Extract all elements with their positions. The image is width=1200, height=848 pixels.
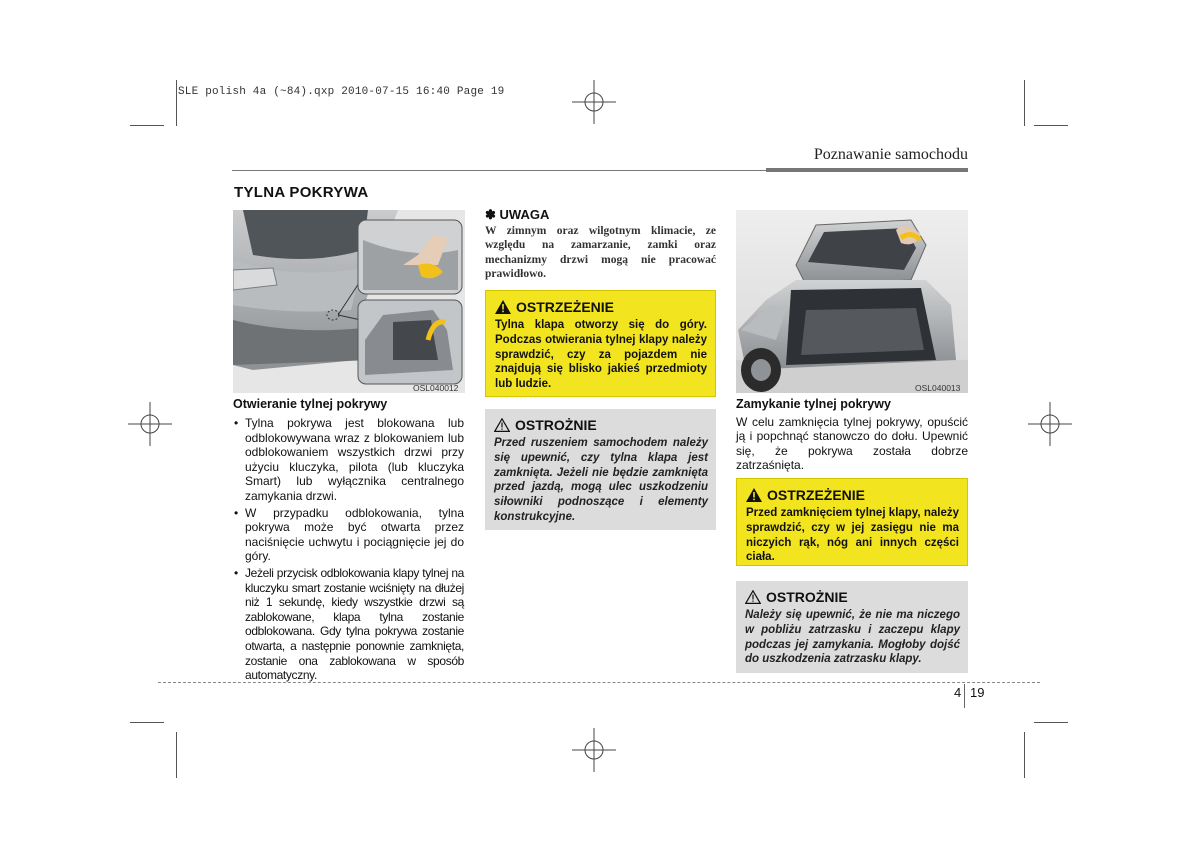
- warning-box-opening: [485, 290, 716, 397]
- caution-box-driving: [485, 409, 716, 530]
- bullet-item: • W przypadku odblokowania, tylna pokrywa może być otwarta przez naciśnięcie uchwytu i pociągnięcie jej do góry.: [233, 506, 464, 564]
- figure-code-right: OSL040013: [915, 383, 961, 393]
- page-number: 19: [970, 685, 985, 700]
- registration-mark-right: [1028, 398, 1072, 450]
- warning-title: OSTRZEŻENIE: [767, 487, 866, 503]
- caution-title: OSTROŻNIE: [766, 589, 848, 605]
- section-rule: [766, 168, 968, 172]
- note-title: ✽ UWAGA: [485, 207, 550, 222]
- chapter-number: 4: [954, 685, 962, 700]
- figure-closing-tailgate: [736, 210, 968, 393]
- warning-title: OSTRZEŻENIE: [516, 299, 615, 315]
- caution-title: OSTROŻNIE: [515, 417, 597, 433]
- figure-code-left: OSL040012: [413, 383, 459, 393]
- registration-mark-left: [128, 398, 172, 450]
- registration-mark-top: [568, 76, 620, 128]
- bullet-item: • Tylna pokrywa jest blokowana lub odblokowywana wraz z blokowaniem lub odblokowaniem wszystkich drzwi przy użyciu kluczyka, pilota (lub kluczyka Smart) lub wyłącznika centralnego zamykania drzwi.: [233, 416, 464, 504]
- warning-box-closing: [736, 478, 968, 566]
- opening-bullet-list: [233, 416, 464, 685]
- warning-triangle-icon: [495, 300, 511, 314]
- registration-mark-bottom: [568, 724, 620, 776]
- bullet-item: • Jeżeli przycisk odblokowania klapy tylnej na kluczyku smart zostanie wciśnięty na dłużej niż 1 sekundę, kiedy wszystkie drzwi są zablokowane, klapa tylna zostanie odblokowana. Gdy tylna pokrywa zostanie otwarta, a następnie ponownie zamknięta, zostanie ona zablokowana w sposób automatyczny.: [233, 566, 464, 683]
- caution-triangle-icon: [745, 590, 761, 604]
- figure-opening-tailgate: [233, 210, 465, 393]
- note-text: W zimnym oraz wilgotnym klimacie, ze względu na zamarzanie, zamki oraz mechanizmy drzwi mogą nie pracować prawidłowo.: [485, 225, 716, 281]
- subheading-closing: Zamykanie tylnej pokrywy: [736, 397, 891, 411]
- print-slug: SLE polish 4a (~84).qxp 2010-07-15 16:40 Page 19: [178, 86, 505, 98]
- subheading-opening: Otwieranie tylnej pokrywy: [233, 397, 388, 411]
- section-title: Poznawanie samochodu: [813, 146, 968, 163]
- warning-text: Tylna klapa otworzy się do góry. Podczas otwierania tylnej klapy należy sprawdzić, czy za pojazdem nie znajdują się blisko jakieś przedmioty lub ludzie.: [495, 319, 707, 391]
- header-rule: [232, 170, 766, 171]
- page-number-separator: [964, 684, 965, 708]
- caution-triangle-icon: [494, 418, 510, 432]
- warning-triangle-icon: [746, 488, 762, 502]
- caution-text: Przed ruszeniem samochodem należy się upewnić, czy tylna klapa jest zamknięta. Jeżeli nie będzie zamknięta przed jazdą, mogą ulec uszkodzeniu siłowniki podnoszące i elementy konstrukcyjne.: [494, 437, 708, 523]
- main-heading: TYLNA POKRYWA: [234, 184, 369, 201]
- caution-box-latch: [736, 581, 968, 673]
- warning-text: Przed zamknięciem tylnej klapy, należy sprawdzić, czy w jej zasięgu nie ma niczyich rąk, nóg ani innych części ciała.: [746, 507, 959, 564]
- footer-dotted-rule: [158, 682, 1040, 683]
- closing-paragraph: W celu zamknięcia tylnej pokrywy, opuścić ją i popchnąć stanowczo do dołu. Upewnić się, że pokrywa została dobrze zatrzaśnięta.: [736, 415, 968, 473]
- caution-text: Należy się upewnić, że nie ma niczego w pobliżu zatrzasku i zaczepu klapy podczas jej zamykania. Mogłoby dojść do uszkodzenia zatrzasku klapy.: [745, 609, 960, 666]
